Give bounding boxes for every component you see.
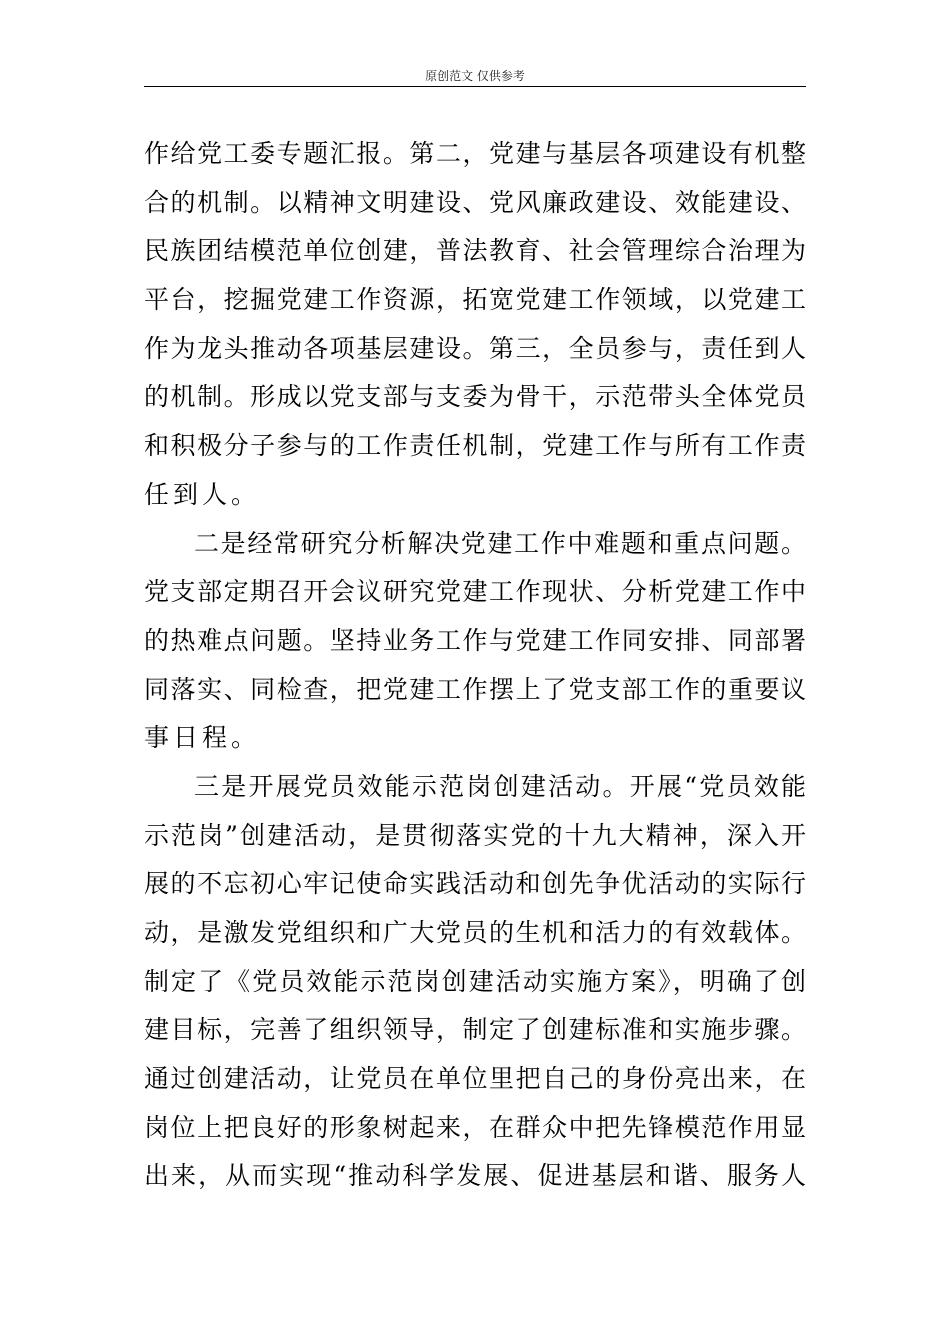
text-line: [144, 666, 806, 715]
text-line: [144, 1055, 806, 1104]
text-line: [144, 1152, 806, 1201]
text-line: [144, 422, 806, 471]
text-line: [144, 617, 806, 666]
text-line: [144, 860, 806, 909]
text-line-content: 的热难点问题。坚持业务工作与党建工作同安排、同部署: [144, 625, 806, 655]
text-line-content: 事日程。: [144, 723, 261, 753]
text-line: [144, 325, 806, 374]
text-line: [144, 471, 806, 520]
text-line-content: 任到人。: [144, 479, 261, 509]
text-line-content: 岗位上把良好的形象树起来，在群众中把先锋模范作用显: [144, 1112, 806, 1142]
text-line: [144, 909, 806, 958]
text-line: [144, 714, 806, 763]
header-rule: [144, 86, 806, 87]
text-line-content: 二是经常研究分析解决党建工作中难题和重点问题。: [194, 528, 806, 558]
text-line-content: 合的机制。以精神文明建设、党风廉政建设、效能建设、: [144, 187, 806, 217]
text-line-content: 作给党工委专题汇报。第二，党建与基层各项建设有机整: [144, 139, 806, 168]
page-header: 原创范文 仅供参考: [425, 69, 525, 83]
text-line-content: 出来，从而实现“推动科学发展、促进基层和谐、服务人: [144, 1161, 806, 1191]
text-line: [144, 1104, 806, 1153]
text-line-content: 作为龙头推动各项基层建设。第三，全员参与，责任到人: [144, 333, 806, 363]
text-line: [144, 276, 806, 325]
text-line-content: 建目标，完善了组织领导，制定了创建标准和实施步骤。: [144, 1015, 806, 1045]
text-line-content: 三是开展党员效能示范岗创建活动。开展“党员效能: [194, 771, 806, 801]
text-line-content: 党支部定期召开会议研究党建工作现状、分析党建工作中: [144, 577, 806, 607]
text-line: [144, 1006, 806, 1055]
text-line-content: 通过创建活动，让党员在单位里把自己的身份亮出来，在: [144, 1064, 806, 1094]
text-line: [144, 958, 806, 1007]
text-line-content: 平台，挖掘党建工作资源，拓宽党建工作领域，以党建工: [144, 285, 806, 315]
text-line: [144, 227, 806, 276]
text-line-content: 民族团结模范单位创建，普法教育、社会管理综合治理为: [144, 236, 806, 266]
text-line: [144, 130, 806, 179]
text-line-content: 同落实、同检查，把党建工作摆上了党支部工作的重要议: [144, 674, 806, 704]
text-line: [144, 568, 806, 617]
text-line-content: 制定了《党员效能示范岗创建活动实施方案》，明确了创: [144, 966, 806, 996]
text-line-content: 的机制。形成以党支部与支委为骨干，示范带头全体党员: [144, 382, 806, 412]
text-line: [144, 763, 806, 812]
text-line: [144, 520, 806, 569]
text-line-content: 和积极分子参与的工作责任机制，党建工作与所有工作责: [144, 431, 806, 461]
text-line-content: 展的不忘初心牢记使命实践活动和创先争优活动的实际行: [144, 869, 806, 899]
text-line-content: 示范岗”创建活动，是贯彻落实党的十九大精神，深入开: [144, 820, 806, 850]
text-line-content: 动，是激发党组织和广大党员的生机和活力的有效载体。: [144, 918, 806, 947]
text-line: [144, 812, 806, 861]
text-line: [144, 373, 806, 422]
text-line: [144, 179, 806, 228]
body-text: [144, 130, 806, 1201]
